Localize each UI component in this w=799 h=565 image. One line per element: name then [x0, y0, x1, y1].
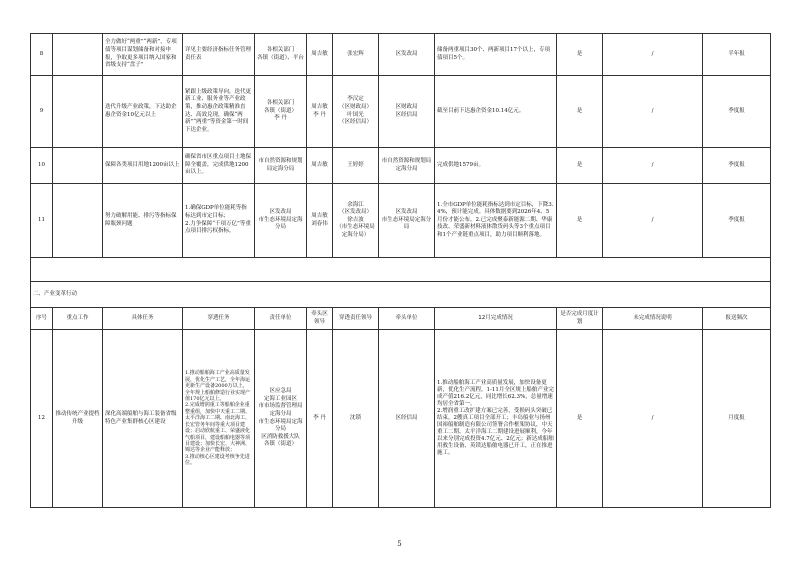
unit-cell: 各相关部门 各镇（街道） 李 丹: [255, 76, 307, 148]
plan-cell: 是: [557, 148, 603, 184]
approach-cell: 紧跟上级政策导向，迭代更新工业、服务业等产业政策，推动惠企政策精准直达、高效兑现，确保“两新”“两重”等资金第一时间下达企业。: [183, 76, 255, 148]
unit-cell: 各相关部门 各镇（街道）、平台: [255, 34, 307, 76]
lead-unit-cell: 区财政局 区经信局: [379, 76, 435, 148]
duty-leader-cell: 王婷婷: [333, 148, 379, 184]
key-work-cell: [53, 34, 103, 76]
blank-row: [31, 258, 771, 282]
leader-cell: 周吉敏: [307, 148, 333, 184]
approach-cell: 1.推动船舶海工产业高质量发展，优化生产工艺，全年海运更新生产设备2000万以上，全年规上船舶修造行业实现产值170亿元以上。 2.完成增润重工等船舶企业重整重组，加快中天重工二期、太平洋海工二期、南北海工、长宏管务年间等重大项目建设；启动欣航重工、荣盛液化气船项目，建设船舶电器等项目建设；加快长宏、大神洲、锦达等企业产能释放； 3.推动核心区建设考核争先进位。: [183, 330, 255, 508]
table-row: [31, 148, 771, 184]
table-row: [31, 34, 771, 76]
section-row: [31, 282, 771, 308]
reason-cell: /: [603, 184, 703, 258]
task-cell: 保障各类项目用地1200亩以上: [103, 148, 183, 184]
duty-leader-cell: 余海江 （区发改局） 徐吉波 （市生态环境局定海分局）: [333, 184, 379, 258]
table-row: [31, 184, 771, 258]
task-cell: 迭代升级产业政策，下达助企惠企资金10亿元以上: [103, 76, 183, 148]
header-lead-unit: 牵头单位: [379, 308, 435, 330]
key-work-cell: 推动传统产业提档升级: [53, 330, 103, 508]
freq-cell: 月度报: [703, 330, 771, 508]
approach-cell: 1.确保GDP单位能耗等指标达到市定目标； 2.力争保障“千项万亿”等重点项目排污权指标。: [183, 184, 255, 258]
reason-cell: /: [603, 76, 703, 148]
duty-leader-cell: 张宏辉: [333, 34, 379, 76]
header-freq: 报送频次: [703, 308, 771, 330]
progress-cell: 储备两重项目30个、两新项目17个以上，专项债项目5个。: [435, 34, 557, 76]
freq-cell: 季度报: [703, 184, 771, 258]
page-number: 5: [397, 540, 402, 548]
task-table: [30, 33, 771, 508]
leader-cell: 李 丹: [307, 330, 333, 508]
approach-cell: 详见主要经济指标任务管理责任表: [183, 34, 255, 76]
freq-cell: 季度报: [703, 76, 771, 148]
header-plan: 是否完成月度计划: [557, 308, 603, 330]
task-cell: 深化高端船舶与海工装备省级特色产业集群核心区建设: [103, 330, 183, 508]
row-number: 9: [31, 76, 53, 148]
row-number: 12: [31, 330, 53, 508]
header-work: 重点工作: [53, 308, 103, 330]
plan-cell: 是: [557, 330, 603, 508]
header-approach: 穿透任务: [183, 308, 255, 330]
header-progress: 12月完成情况: [435, 308, 557, 330]
lead-unit-cell: 区发改局 市生态环境局定海分局: [379, 184, 435, 258]
blank-cell: [31, 258, 771, 282]
header-reason: 未完成情况说明: [603, 308, 703, 330]
key-work-cell: [53, 184, 103, 258]
lead-unit-cell: 市自然资源和规划局定海分局: [379, 148, 435, 184]
header-duty-leader: 穿透责任领导: [333, 308, 379, 330]
reason-cell: /: [603, 34, 703, 76]
row-number: 10: [31, 148, 53, 184]
table-row: [31, 330, 771, 508]
header-task: 具体任务: [103, 308, 183, 330]
freq-cell: 半年报: [703, 34, 771, 76]
leader-cell: 周吉敏 李 丹: [307, 76, 333, 148]
progress-cell: 1.全市GDP单位能耗指标达到市定目标，下降3.4%，预计能完成。具体数据要到2026年4、5月份才能公布。2.已完成聚泰新能源二期、华康技改、荣盛新材料液体散货码头等3个重点项目和1个产业链重点项目，助力项目顺利落地。: [435, 184, 557, 258]
unit-cell: 市自然资源和规划局定海分局: [255, 148, 307, 184]
unit-cell: 区发改局 市生态环境局定海分局: [255, 184, 307, 258]
lead-unit-cell: 区经信局: [379, 330, 435, 508]
plan-cell: 是: [557, 76, 603, 148]
plan-cell: 是: [557, 184, 603, 258]
header-no: 序号: [31, 308, 53, 330]
leader-cell: 周吉敏: [307, 34, 333, 76]
reason-cell: /: [603, 330, 703, 508]
duty-leader-cell: 沈锁: [333, 330, 379, 508]
header-leader: 牵头区领导: [307, 308, 333, 330]
freq-cell: 季度报: [703, 148, 771, 184]
approach-cell: 确保省市区重点项目土地保障全覆盖，完成供地1200亩以上。: [183, 148, 255, 184]
key-work-cell: [53, 148, 103, 184]
key-work-cell: [53, 76, 103, 148]
duty-leader-cell: 李汉定 （区财政局） 叶国光 （区经信局）: [333, 76, 379, 148]
lead-unit-cell: 区发改局: [379, 34, 435, 76]
progress-cell: 1.推动船舶海工产业高质量发展，加快设备更新，优化生产流程，1-11月全区规上船舶产业完成产值216.2亿元，同比增长62.3%，总量增速均居全省第一。 2.增润重工改扩建方案已完善，受损码头突破已结束，2艘真工项目全部开工；丰岛船业与扬州国裕船舶制造有限公司签署合作框架协议，中天重工二期、太平洋海工二期建设进展顺利，今年以来分别完成投资4.7亿元、2亿元；新达成船舶用救生设备、英镁达船舶电器已开工，正在推进施工。: [435, 330, 557, 508]
progress-cell: 截至目前下达惠企资金10.14亿元。: [435, 76, 557, 148]
row-number: 11: [31, 184, 53, 258]
task-cell: 努力破解用能、排污等指标保障瓶颈问题: [103, 184, 183, 258]
reason-cell: /: [603, 148, 703, 184]
table-header: [31, 308, 771, 330]
plan-cell: 是: [557, 34, 603, 76]
row-number: 8: [31, 34, 53, 76]
progress-cell: 完成供地1579亩。: [435, 148, 557, 184]
table-row: [31, 76, 771, 148]
header-unit: 责任单位: [255, 308, 307, 330]
section-title: 二、产业变革行动: [31, 282, 771, 308]
task-cell: 全力做好“两重”“两新”，专项债等项目谋划储备和对接申报，争取更多项目纳入国家和省级支持“盘子”: [103, 34, 183, 76]
leader-cell: 周吉敏 刘春伟: [307, 184, 333, 258]
unit-cell: 区应急局 定海工业园区 市市场监督管理局定海分局 市生态环境局定海分局 区消防救援大队 各镇（街道）: [255, 330, 307, 508]
